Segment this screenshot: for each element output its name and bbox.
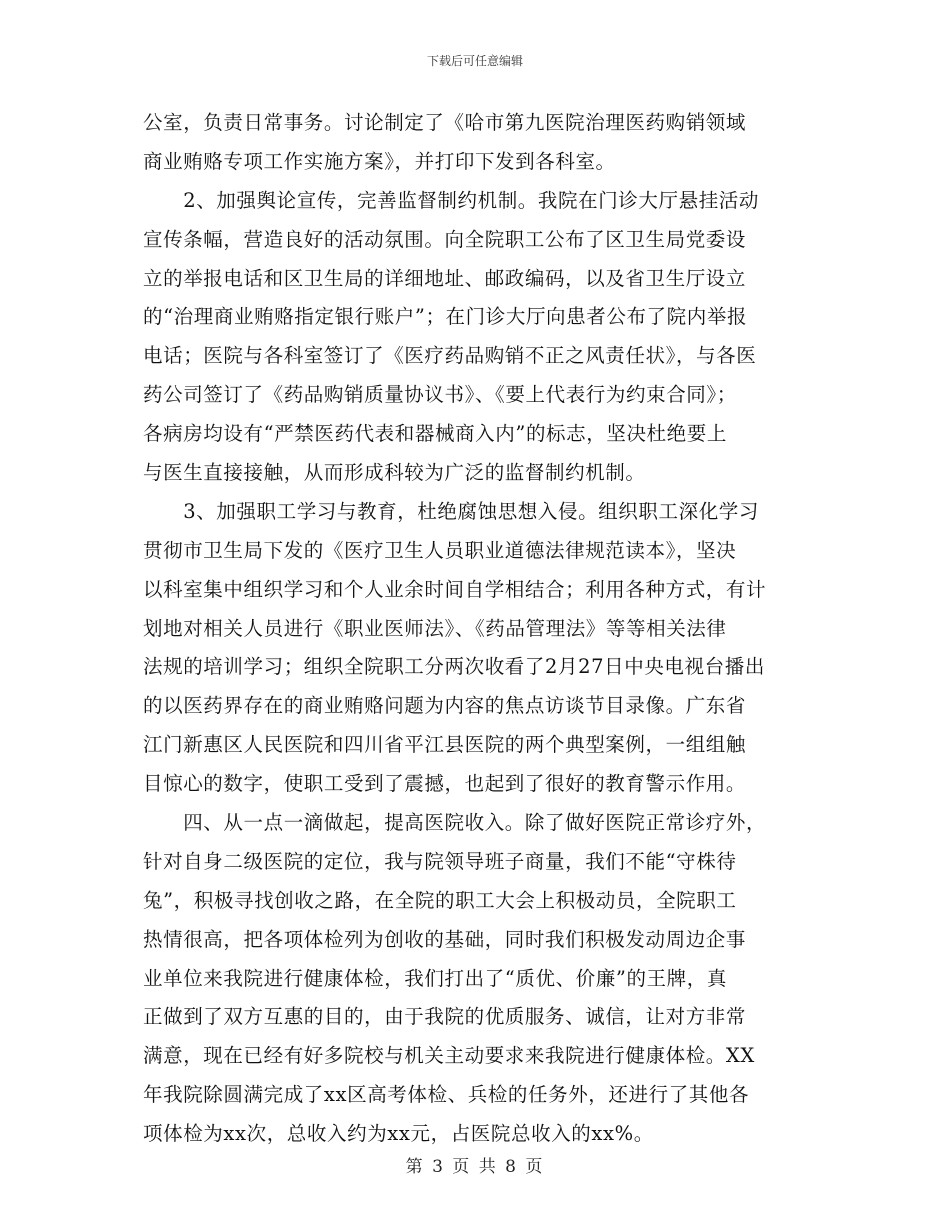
text-line: 江门新惠区人民医院和四川省平江县医院的两个典型案例，一组组触 (143, 733, 747, 757)
text-line: 热情很高，把各项体检列为创收的基础，同时我们积极发动周边企事 (143, 927, 747, 951)
text-line: 四、从一点一滴做起，提高医院收入。除了做好医院正常诊疗外， (143, 811, 767, 835)
text-line: 电话；医院与各科室签订了《医疗药品购销不正之风责任状》，与各医 (143, 344, 757, 368)
text-line: 法规的培训学习；组织全院职工分两次收看了2月27日中央电视台播出 (143, 655, 765, 679)
page-footer (0, 1152, 950, 1177)
text-line: 2、加强舆论宣传，完善监督制约机制。我院在门诊大厅悬挂活动 (143, 188, 760, 212)
text-line: 兔”，积极寻找创收之路，在全院的职工大会上积极动员，全院职工 (143, 888, 737, 912)
text-line: 立的举报电话和区卫生局的详细地址、邮政编码，以及省卫生厅设立 (143, 266, 747, 290)
text-line: 3、加强职工学习与教育，杜绝腐蚀思想入侵。组织职工深化学习 (143, 499, 760, 523)
current-page-number: 3 (432, 1157, 445, 1177)
text-line: 年我院除圆满完成了xx区高考体检、兵检的任务外，还进行了其他各 (143, 1083, 750, 1107)
text-line: 药公司签订了《药品购销质量协议书》、《要上代表行为约束合同》； (143, 383, 737, 407)
page-number-prefix: 第 (405, 1157, 425, 1177)
text-line: 各病房均设有“严禁医药代表和器械商入内”的标志，坚决杜绝要上 (143, 422, 727, 446)
text-line: 的“治理商业贿赂指定银行账户”；在门诊大厅向患者公布了院内举报 (143, 305, 748, 329)
text-line: 正做到了双方互惠的目的，由于我院的优质服务、诚信，让对方非常 (143, 1005, 747, 1029)
text-line: 业单位来我院进行健康体检，我们打出了“质优、价廉”的王牌，真 (143, 966, 727, 990)
text-line: 商业贿赂专项工作实施方案》，并打印下发到各科室。 (143, 149, 616, 173)
text-line: 贯彻市卫生局下发的《医疗卫生人员职业道德法律规范读本》，坚决 (143, 538, 737, 562)
document-body (143, 104, 809, 1154)
text-line: 目惊心的数字，使职工受到了震撼，也起到了很好的教育警示作用。 (143, 772, 747, 796)
text-line: 针对自身二级医院的定位，我与院领导班子商量，我们不能“守株待 (143, 849, 737, 873)
text-line: 与医生直接接触，从而形成科较为广泛的监督制约机制。 (143, 461, 646, 485)
text-line: 满意，现在已经有好多院校与机关主动要求来我院进行健康体检。XX (143, 1044, 755, 1068)
text-line: 的以医药界存在的商业贿赂问题为内容的焦点访谈节目录像。广东省 (143, 694, 747, 718)
total-page-count: 8 (505, 1157, 518, 1177)
text-line: 宣传条幅，营造良好的活动氛围。向全院职工公布了区卫生局党委设 (143, 227, 747, 251)
text-line: 划地对相关人员进行《职业医师法》、《药品管理法》等等相关法律 (143, 616, 727, 640)
text-line: 项体检为xx次，总收入约为xx元，占医院总收入的xx%。 (143, 1122, 654, 1146)
page-number-middle: 页 共 (452, 1157, 498, 1177)
text-line: 以科室集中组织学习和个人业余时间自学相结合；利用各种方式，有计 (143, 577, 767, 601)
page-header: 下载后可任意编辑 (426, 54, 523, 68)
text-line: 公室，负责日常事务。讨论制定了《哈市第九医院治理医药购销领域 (143, 111, 747, 134)
page-number-suffix: 页 (525, 1157, 545, 1177)
